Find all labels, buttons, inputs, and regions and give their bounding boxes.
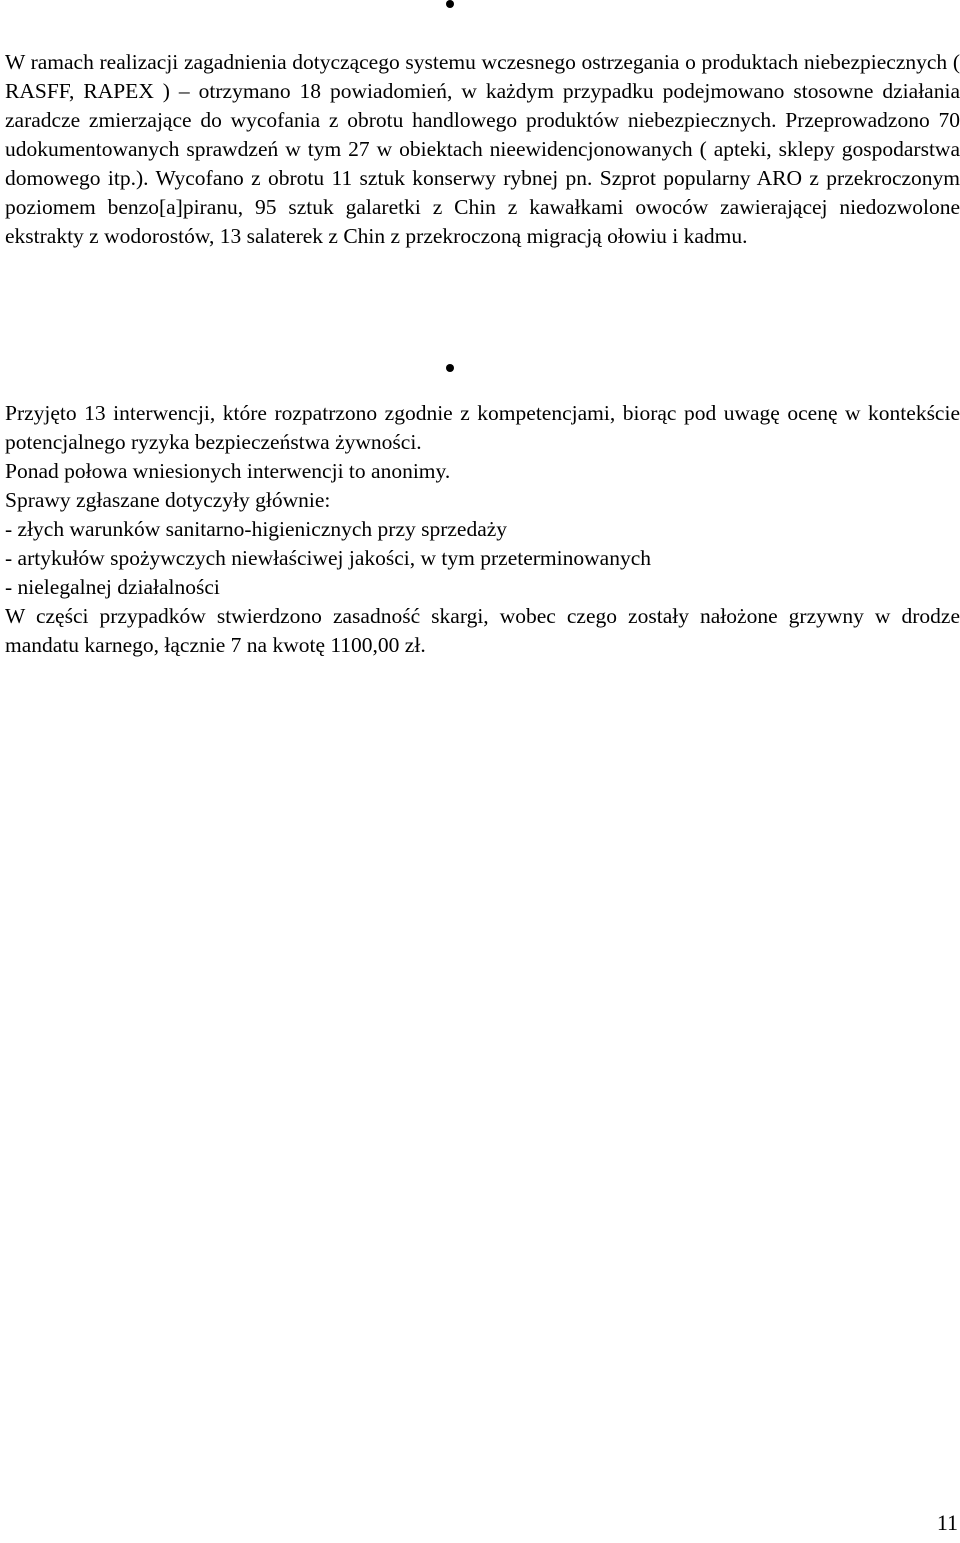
list-item: - artykułów spożywczych niewłaściwej jakości, w tym przeterminowanych <box>5 546 651 570</box>
bullet-icon <box>446 364 454 372</box>
list-item: - nielegalnej działalności <box>5 575 220 599</box>
line-anonimy: Ponad połowa wniesionych interwencji to anonimy. <box>5 459 451 483</box>
page-number: 11 <box>936 1510 958 1535</box>
list-item: - złych warunków sanitarno-higienicznych przy sprzedaży <box>5 517 508 541</box>
line-sprawy-heading: Sprawy zgłaszane dotyczyły głównie: <box>5 488 331 512</box>
paragraph-mandaty: W części przypadków stwierdzono zasadność skargi, wobec czego zostały nałożone grzywny w drodze mandatu karnego, łącznie 7 na kwotę 1100,00 zł. <box>5 604 960 657</box>
paragraph-rasff: W ramach realizacji zagadnienia dotyczącego systemu wczesnego ostrzegania o produktach niebezpiecznych ( RASFF, RAPEX ) – otrzymano 18 powiadomień, w każdym przypadku podejmowano stosowne działania zaradcze zmierzające do wycofania z obrotu handlowego produktów niebezpiecznych. Przeprowadzono 70 udokumentowanych sprawdzeń w tym 27 w obiektach nieewidencjonowanych ( apteki, sklepy gospodarstwa domowego itp.). Wycofano z obrotu 11 sztuk konserwy rybnej pn. Szprot popularny ARO z przekroczonym poziomem benzo[a]piranu, 95 sztuk galaretki z Chin z kawałkami owoców zawierającej niedozwolone ekstrakty z wodorostów, 13 salaterek z Chin z przekroczoną migracją ołowiu i kadmu. <box>5 50 960 248</box>
paragraph-interwencje: Przyjęto 13 interwencji, które rozpatrzono zgodnie z kompetencjami, biorąc pod uwagę ocenę w kontekście potencjalnego ryzyka bezpieczeństwa żywności. <box>5 401 960 454</box>
bullet-icon <box>446 0 454 8</box>
